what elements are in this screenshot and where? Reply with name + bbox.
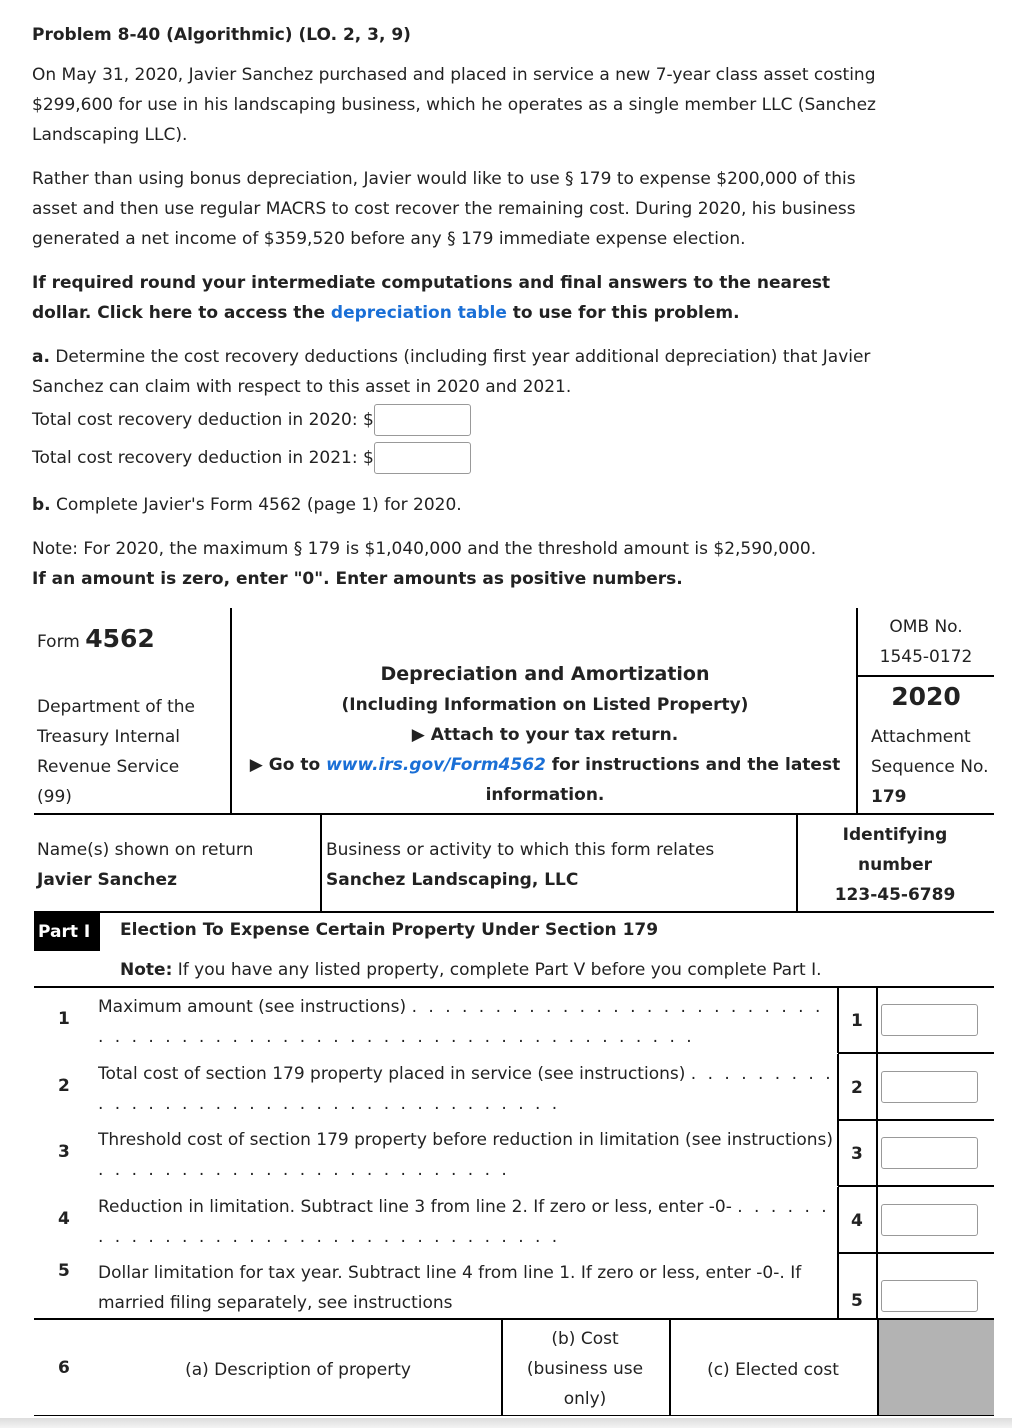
part-a-question (32, 342, 892, 402)
form-number (37, 624, 155, 653)
limits-note: Note: For 2020, the maximum § 179 is $1,040,000 and the threshold amount is $2,590,000. (32, 539, 817, 559)
part-title: Election To Expense Certain Property Under Section 179 (120, 920, 659, 940)
attachment-sequence: Attachment Sequence No. 179 (871, 727, 989, 807)
line-4-text: Reduction in limitation. Subtract line 3 from line 2. If zero or less, enter -0- (98, 1197, 732, 1217)
deduction-2020-row (32, 404, 892, 440)
line-2-leader-dots: . . . . . . . . . . . . . . . . . . . . . . . . . . . . . . . . . . . . . (98, 1064, 834, 1114)
department (37, 692, 227, 812)
deduction-2020-input[interactable] (374, 404, 471, 436)
line-4-box-number: 4 (851, 1211, 863, 1231)
name-field (37, 835, 253, 895)
line-1-box-number: 1 (851, 1011, 863, 1031)
business-field (326, 835, 714, 895)
part-note: Note: If you have any listed property, complete Part V before you complete Part I. (120, 960, 822, 980)
line-5-box-number: 5 (851, 1291, 863, 1311)
scroll-edge (0, 1418, 1012, 1428)
attach-instruction: ▶ Attach to your tax return. (411, 725, 679, 745)
name-value: Javier Sanchez (37, 870, 177, 890)
line-5-text: Dollar limitation for tax year. Subtract line 4 from line 1. If zero or less, enter -0-. If married filing separately, see instructions (98, 1263, 802, 1313)
form-word: Form (37, 632, 80, 652)
omb-number: OMB No. 1545-0172 (879, 617, 973, 667)
line-1-description (98, 992, 836, 1052)
part-b-question (32, 490, 892, 520)
line-6-col-a: (a) Description of property (185, 1360, 411, 1380)
problem-paragraph-2: Rather than using bonus depreciation, Javier would like to use § 179 to expense $200,000 of this asset and then use regular MACRS to cost recover the remaining cost. During 2020, his business generated a net income of $359,520 before any § 179 immediate expense election. (32, 169, 856, 249)
department-code: (99) (37, 787, 72, 807)
deduction-2021-input[interactable] (374, 442, 471, 474)
irs-link[interactable]: www.irs.gov/Form4562 (326, 755, 546, 775)
business-label: Business or activity to which this form relates (326, 840, 715, 860)
line-2-box-number: 2 (851, 1078, 863, 1098)
line-2-description (98, 1059, 836, 1119)
identifying-number (815, 820, 975, 910)
part-b-label: b. (32, 495, 51, 515)
zero-note: If an amount is zero, enter "0". Enter amounts as positive numbers. (32, 569, 683, 589)
line-3-box-number: 3 (851, 1144, 863, 1164)
line-6-number: 6 (58, 1358, 70, 1378)
line-1-number: 1 (58, 1009, 70, 1029)
line-1-text: Maximum amount (see instructions) (98, 997, 407, 1017)
line-3-input[interactable] (881, 1137, 978, 1169)
line-4-input[interactable] (881, 1204, 978, 1236)
line-3-leader-dots: . . . . . . . . . . . . . . . . . . . . . . . . . (98, 1160, 510, 1180)
goto-instruction: ▶ Go to www.irs.gov/Form4562 for instructions and the latest information. (249, 755, 841, 805)
name-label: Name(s) shown on return (37, 840, 254, 860)
deduction-2021-label: Total cost recovery deduction in 2021: $ (32, 448, 374, 468)
line-3-number: 3 (58, 1142, 70, 1162)
line-3-text: Threshold cost of section 179 property before reduction in limitation (see instructions) (98, 1130, 834, 1150)
form-title: Depreciation and Amortization (380, 663, 710, 685)
line-4-leader-dots: . . . . . . . . . . . . . . . . . . . . . . . . . . . . . . . . . . (98, 1197, 830, 1247)
depreciation-table-link[interactable]: depreciation table (330, 303, 507, 323)
rounding-instructions (32, 268, 892, 328)
part-a-text: Determine the cost recovery deductions (including first year additional depreciation) that Javier Sanchez can claim with respect to this asset in 2020 and 2021. (32, 347, 871, 397)
problem-section (32, 20, 892, 594)
part-b-text: Complete Javier's Form 4562 (page 1) for 2020. (56, 495, 462, 515)
line-5-description (98, 1258, 836, 1318)
line-2-text: Total cost of section 179 property placed in service (see instructions) (98, 1064, 686, 1084)
line-5-input[interactable] (881, 1280, 978, 1312)
line-5-number: 5 (58, 1261, 70, 1281)
instr-text-end: to use for this problem. (506, 303, 740, 323)
part-a-label: a. (32, 347, 50, 367)
instr-text: If required round your intermediate computations and final answers to the nearest dollar. Click here to access the (32, 273, 831, 323)
line-2-input[interactable] (881, 1071, 978, 1103)
sequence-number: 179 (871, 787, 907, 807)
id-label: Identifying number (842, 825, 948, 875)
form-title-block (240, 658, 850, 810)
line-6-col-c: (c) Elected cost (707, 1360, 839, 1380)
line-3-description (98, 1125, 836, 1185)
deduction-2020-label: Total cost recovery deduction in 2020: $ (32, 410, 374, 430)
id-value: 123-45-6789 (834, 885, 956, 905)
line-2-number: 2 (58, 1076, 70, 1096)
problem-title: Problem 8-40 (Algorithmic) (LO. 2, 3, 9) (32, 25, 411, 45)
line-1-input[interactable] (881, 1004, 978, 1036)
tax-year: 2020 (891, 682, 961, 711)
problem-paragraph-1: On May 31, 2020, Javier Sanchez purchased and placed in service a new 7-year class asset costing $299,600 for use in his landscaping business, which he operates as a single member LLC (Sanchez Landscaping LLC). (32, 65, 876, 145)
line-1-leader-dots: . . . . . . . . . . . . . . . . . . . . . . . . . . . . . . . . . . . . . . . . . . . . . . . . . . . . . . . . . . . . . (98, 997, 824, 1047)
part-badge: Part I (34, 913, 100, 951)
shaded-cell (879, 1320, 994, 1416)
form-number-value: 4562 (85, 624, 155, 653)
deduction-2021-row (32, 442, 892, 478)
form-subtitle: (Including Information on Listed Property) (341, 695, 749, 715)
line-6-col-b: (b) Cost (business use only) (526, 1329, 644, 1409)
business-value: Sanchez Landscaping, LLC (326, 870, 579, 890)
line-4-description (98, 1192, 836, 1252)
department-text: Department of the Treasury Internal Revenue Service (37, 697, 195, 777)
line-4-number: 4 (58, 1209, 70, 1229)
